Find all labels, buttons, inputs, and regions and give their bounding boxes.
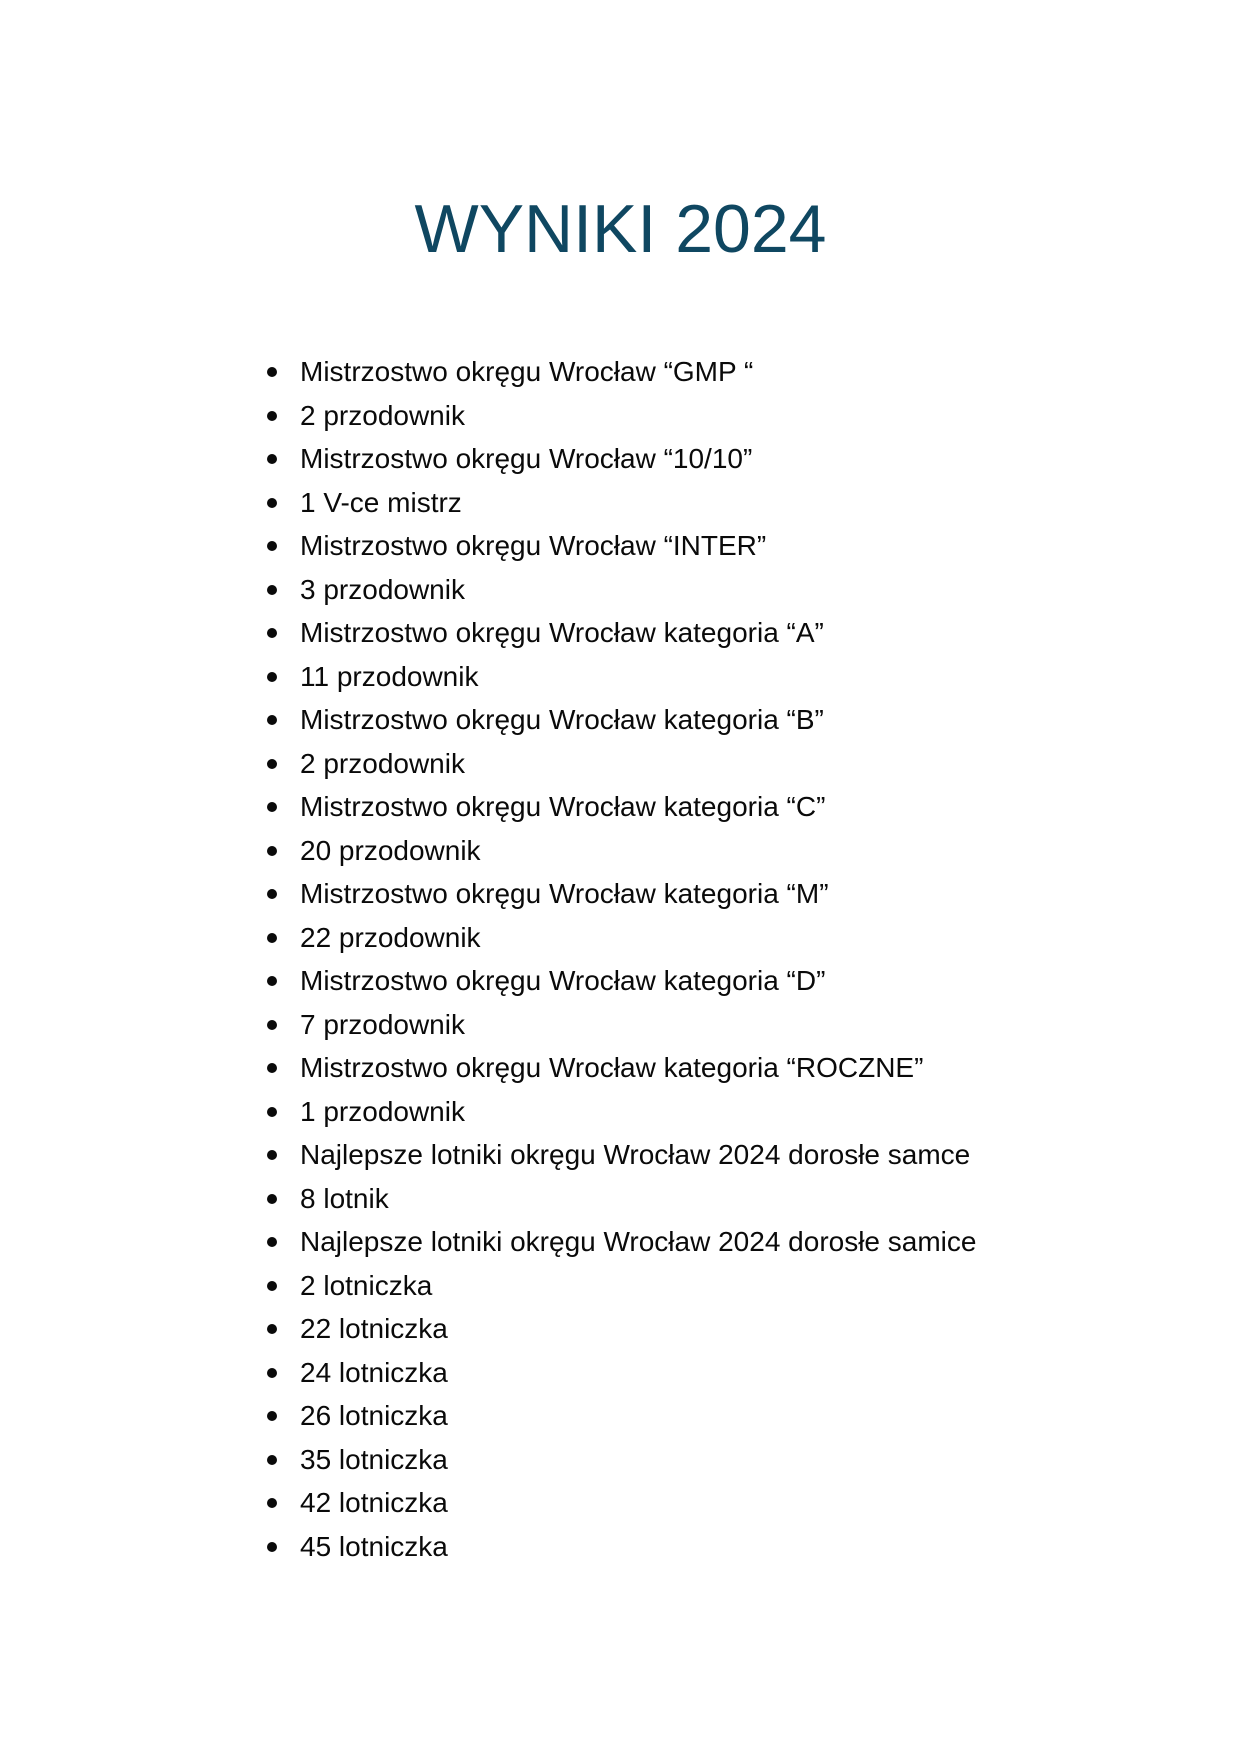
list-item-text: 3 przodownik — [300, 573, 465, 605]
list-item-text: 35 lotniczka — [300, 1443, 448, 1475]
list-item-text: Najlepsze lotniki okręgu Wrocław 2024 dorosłe samce — [300, 1139, 971, 1170]
list-item-text: Mistrzostwo okręgu Wrocław kategoria “ROCZNE” — [300, 1052, 924, 1083]
bullet-icon — [267, 628, 277, 638]
bullet-icon — [267, 976, 277, 986]
list-item-text: 1 V-ce mistrz — [300, 486, 462, 518]
bullet-icon — [267, 1150, 277, 1160]
bullet-icon — [267, 1063, 277, 1073]
list-item — [267, 698, 976, 742]
bullet-icon — [267, 846, 277, 856]
list-item-text: 2 przodownik — [300, 399, 465, 431]
list-item-text: Najlepsze lotniki okręgu Wrocław 2024 dorosłe samice — [300, 1226, 977, 1257]
bullet-icon — [267, 1107, 277, 1117]
list-item — [267, 1394, 976, 1438]
list-item — [267, 394, 976, 438]
page-title: WYNIKI 2024 — [414, 191, 827, 267]
list-item-text: 8 lotnik — [300, 1182, 389, 1214]
list-item-text: Mistrzostwo okręgu Wrocław “GMP “ — [300, 356, 754, 387]
list-item-text: 7 przodownik — [300, 1008, 465, 1040]
bullet-icon — [267, 1324, 277, 1334]
bullet-icon — [267, 672, 277, 682]
list-item — [267, 1481, 976, 1525]
list-item — [267, 611, 976, 655]
bullet-icon — [267, 1455, 277, 1465]
bullet-icon — [267, 367, 277, 377]
list-item-text: Mistrzostwo okręgu Wrocław kategoria “M” — [300, 878, 829, 909]
bullet-icon — [267, 889, 277, 899]
list-item-text: Mistrzostwo okręgu Wrocław kategoria “D” — [300, 965, 826, 996]
list-item-text: 11 przodownik — [300, 660, 479, 692]
list-item-text: 20 przodownik — [300, 834, 481, 866]
bullet-icon — [267, 454, 277, 464]
list-item — [267, 872, 976, 916]
list-item — [267, 655, 976, 699]
list-item — [267, 1307, 976, 1351]
list-item — [267, 1090, 976, 1134]
list-item — [267, 481, 976, 525]
results-list — [267, 350, 976, 1568]
bullet-icon — [267, 933, 277, 943]
list-item-text: 42 lotniczka — [300, 1487, 448, 1518]
list-item-text: 26 lotniczka — [300, 1400, 448, 1431]
bullet-icon — [267, 1542, 277, 1552]
list-item-text: 1 przodownik — [300, 1095, 465, 1127]
list-item — [267, 959, 976, 1003]
list-item — [267, 1220, 976, 1264]
list-item-text: 2 przodownik — [300, 747, 465, 779]
list-item — [267, 1264, 976, 1308]
list-item — [267, 1003, 976, 1047]
list-item — [267, 742, 976, 786]
bullet-icon — [267, 715, 277, 725]
list-item-text: Mistrzostwo okręgu Wrocław kategoria “C” — [300, 791, 826, 822]
bullet-icon — [267, 498, 277, 508]
list-item — [267, 568, 976, 612]
list-item — [267, 1525, 976, 1569]
bullet-icon — [267, 1194, 277, 1204]
list-item-text: 2 lotniczka — [300, 1269, 433, 1301]
list-item — [267, 1133, 976, 1177]
list-item-text: 22 lotniczka — [300, 1313, 448, 1344]
bullet-icon — [267, 1498, 277, 1508]
list-item — [267, 1351, 976, 1395]
bullet-icon — [267, 802, 277, 812]
list-item — [267, 1177, 976, 1221]
bullet-icon — [267, 1237, 277, 1247]
list-item — [267, 437, 976, 481]
list-item-text: Mistrzostwo okręgu Wrocław “10/10” — [300, 443, 753, 474]
list-item — [267, 524, 976, 568]
bullet-icon — [267, 1020, 277, 1030]
list-item — [267, 829, 976, 873]
bullet-icon — [267, 1368, 277, 1378]
bullet-icon — [267, 759, 277, 769]
list-item-text: 24 lotniczka — [300, 1356, 448, 1388]
list-item-text: 22 przodownik — [300, 921, 481, 953]
list-item-text: Mistrzostwo okręgu Wrocław “INTER” — [300, 530, 767, 561]
list-item — [267, 1046, 976, 1090]
list-item-text: Mistrzostwo okręgu Wrocław kategoria “A” — [300, 617, 824, 648]
bullet-icon — [267, 411, 277, 421]
bullet-icon — [267, 585, 277, 595]
list-item — [267, 1438, 976, 1482]
bullet-icon — [267, 1281, 277, 1291]
list-item — [267, 785, 976, 829]
bullet-icon — [267, 541, 277, 551]
list-item-text: Mistrzostwo okręgu Wrocław kategoria “B” — [300, 704, 824, 735]
bullet-icon — [267, 1411, 277, 1421]
list-item — [267, 350, 976, 394]
list-item — [267, 916, 976, 960]
list-item-text: 45 lotniczka — [300, 1530, 448, 1562]
